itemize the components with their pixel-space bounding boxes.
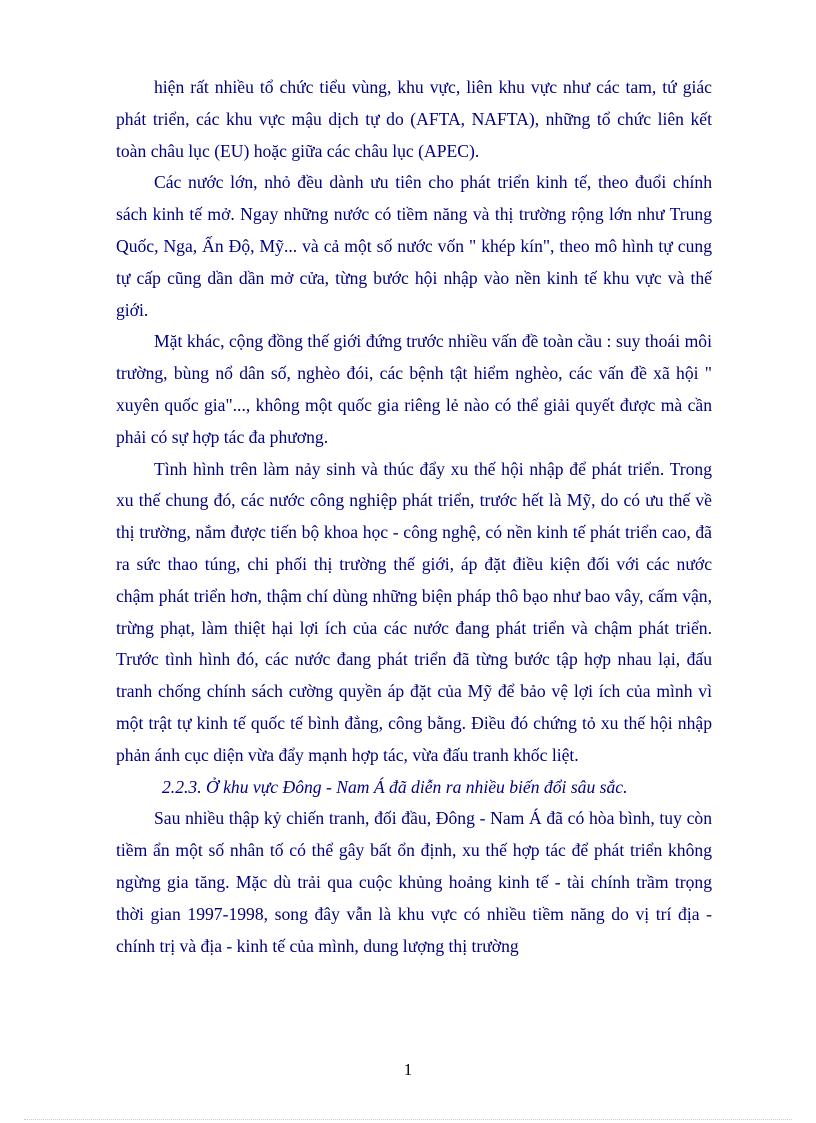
page-bottom-divider <box>24 1119 792 1120</box>
paragraph-1: hiện rất nhiều tổ chức tiểu vùng, khu vực, liên khu vực như các tam, tứ giác phát triển, các khu vực mậu dịch tự do (AFTA, NAFTA), những tổ chức liên kết toàn châu lục (EU) hoặc giữa các châu lục (APEC). <box>116 77 712 161</box>
document-body <box>116 72 712 962</box>
paragraph-4: Tình hình trên làm nảy sinh và thúc đẩy xu thế hội nhập để phát triển. Trong xu thế chung đó, các nước công nghiệp phát triển, trước hết là Mỹ, do có ưu thế về thị trường, nắm được tiến bộ khoa học - công nghệ, có nền kinh tế phát triển cao, đã ra sức thao túng, chi phối thị trường thế giới, áp đặt điều kiện đối với các nước chậm phát triển hơn, thậm chí dùng những biện pháp thô bạo như bao vây, cấm vận, trừng phạt, làm thiệt hại lợi ích của các nước đang phát triển và chậm phát triển. Trước tình hình đó, các nước đang phát triển đã từng bước tập hợp nhau lại, đấu tranh chống chính sách cường quyền áp đặt của Mỹ để bảo vệ lợi ích của mình vì một trật tự kinh tế quốc tế bình đẳng, công bằng. Điều đó chứng tỏ xu thế hội nhập phản ánh cục diện vừa đẩy mạnh hợp tác, vừa đấu tranh khốc liệt. <box>116 458 712 765</box>
paragraph-5: Sau nhiều thập kỷ chiến tranh, đối đầu, Đông - Nam Á đã có hòa bình, tuy còn tiềm ẩn một số nhân tố có thể gây bất ổn định, xu thế hợp tác để phát triển không ngừng gia tăng. Mặc dù trải qua cuộc khủng hoảng kinh tế - tài chính trầm trọng thời gian 1997-1998, song đây vẫn là khu vực có nhiều tiềm năng do vị trí địa - chính trị và địa - kinh tế của mình, dung lượng thị trường <box>116 808 712 956</box>
paragraph-2: Các nước lớn, nhỏ đều dành ưu tiên cho phát triển kinh tế, theo đuổi chính sách kinh tế mở. Ngay những nước có tiềm năng và thị trường rộng lớn như Trung Quốc, Nga, Ấn Độ, Mỹ... và cả một số nước vốn " khép kín", theo mô hình tự cung tự cấp cũng dần dần mở cửa, từng bước hội nhập vào nền kinh tế khu vực và thế giới. <box>116 172 712 320</box>
paragraph-3: Mặt khác, cộng đồng thế giới đứng trước nhiều vấn đề toàn cầu : suy thoái môi trường, bùng nổ dân số, nghèo đói, các bệnh tật hiểm nghèo, các vấn đề xã hội " xuyên quốc gia"..., không một quốc gia riêng lẻ nào có thể giải quyết được mà cần phải có sự hợp tác đa phương. <box>116 331 712 447</box>
section-heading: 2.2.3. Ở khu vực Đông - Nam Á đã diễn ra nhiều biến đổi sâu sắc. <box>162 776 628 797</box>
page-number: 1 <box>403 1060 413 1079</box>
